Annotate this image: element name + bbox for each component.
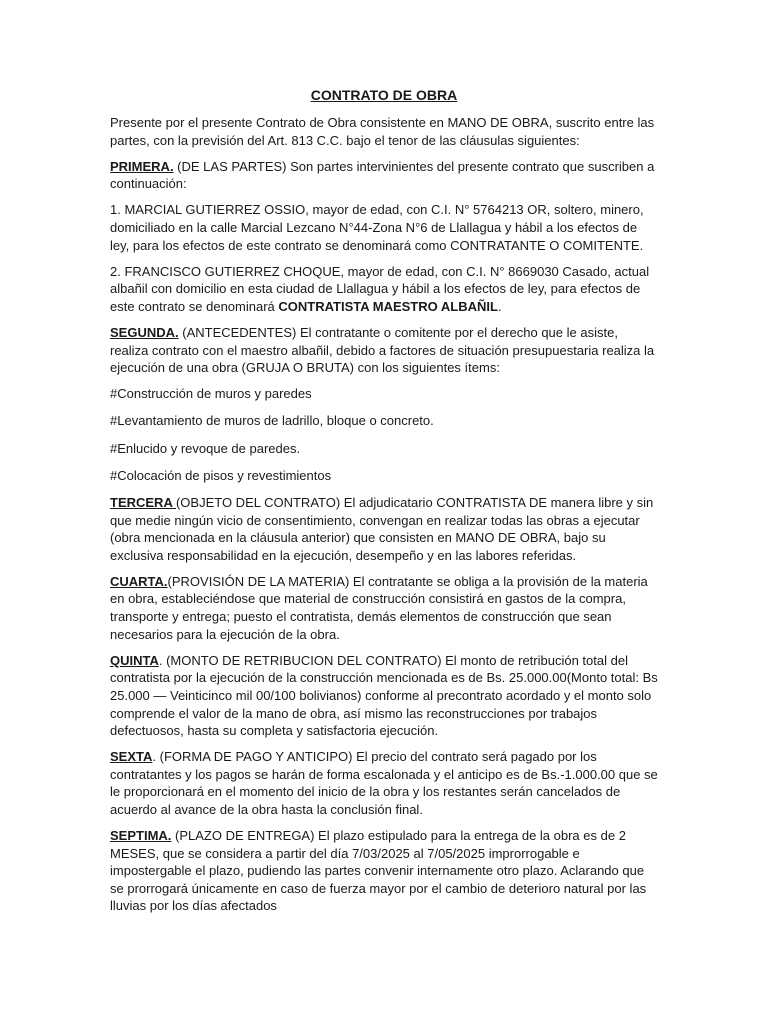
party-2-text: 2. FRANCISCO GUTIERREZ CHOQUE, mayor de edad, con C.I. N° 8669030 Casado, actual albañil con domicilio en esta ciudad de Llallagua y hábil a los efectos de ley, para efectos de este contrato se denominará bbox=[110, 263, 650, 314]
clause-quinta-body: . (MONTO DE RETRIBUCION DEL CONTRATO) El monto de retribución total del contratista por la ejecución de la construcción mencionada es de Bs. 25.000.00(Monto total: Bs 25.000 — Veinticinco mil 00/100 bolivianos) conforme al precontrato acordado y el monto solo comprende el valor de la mano de obra, así mismo las reconstrucciones por trabajos defectuosos, hasta su completa y satisfactoria ejecución. bbox=[110, 652, 658, 739]
party-2-role: CONTRATISTA MAESTRO ALBAÑIL bbox=[278, 298, 498, 314]
work-item: #Enlucido y revoque de paredes. bbox=[110, 440, 301, 456]
clause-tercera-body: (OBJETO DEL CONTRATO) El adjudicatario CONTRATISTA DE manera libre y sin que medie ningún vicio de consentimiento, convengan en realizar todas las obras a ejecutar (obra mencionada en la cláusula anterior) que consisten en MANO DE OBRA, bajo su exclusiva responsabilidad en la ejecución, desempeño y en las labores referidas. bbox=[110, 494, 654, 563]
clause-sexta-heading: SEXTA bbox=[110, 749, 153, 765]
clause-quinta-heading: QUINTA bbox=[110, 652, 159, 668]
clause-primera bbox=[110, 158, 658, 193]
clause-septima-heading: SEPTIMA. bbox=[110, 828, 172, 844]
party-2-paragraph bbox=[110, 263, 658, 316]
clause-segunda bbox=[110, 324, 658, 377]
intro-paragraph: Presente por el presente Contrato de Obra consistente en MANO DE OBRA, suscrito entre las partes, con la previsión del Art. 813 C.C. bajo el tenor de las cláusulas siguientes: bbox=[110, 115, 655, 148]
clause-segunda-body: (ANTECEDENTES) El contratante o comitente por el derecho que le asiste, realiza contrato con el maestro albañil, debido a factores de situación presupuestaria realiza la ejecución de una obra (GRUJA O BRUTA) con los siguientes ítems: bbox=[110, 324, 655, 376]
clause-primera-body: (DE LAS PARTES) Son partes intervinientes del presente contrato que suscriben a continuación: bbox=[110, 158, 655, 192]
clause-tercera bbox=[110, 494, 658, 564]
clause-septima-body: (PLAZO DE ENTREGA) El plazo estipulado para la entrega de la obra es de 2 MESES, que se considera a partir del día 7/03/2025 al 7/05/2025 improrrogable e impostergable el plazo, pudiendo las partes convenir internamente otro plazo. Aclarando que se prorrogará únicamente en caso de fuerza mayor por el cambio de deterioro natural por las lluvias por los días afectados bbox=[110, 828, 647, 914]
document-title: CONTRATO DE OBRA bbox=[310, 87, 458, 103]
clause-sexta bbox=[110, 748, 658, 818]
clause-tercera-heading: TERCERA bbox=[110, 494, 176, 510]
work-item: #Levantamiento de muros de ladrillo, bloque o concreto. bbox=[110, 413, 434, 429]
work-item: #Colocación de pisos y revestimientos bbox=[110, 467, 332, 483]
party-2-end: . bbox=[497, 298, 502, 314]
clause-segunda-heading: SEGUNDA. bbox=[110, 324, 179, 340]
clause-cuarta-body: (PROVISIÓN DE LA MATERIA) El contratante se obliga a la provisión de la materia en obra, estableciéndose que material de construcción consistirá en gastos de la compra, transporte y entrega; puesto el contratista, demás elementos de construcción que sean necesarios para la ejecución de la obra. bbox=[110, 573, 648, 642]
clause-cuarta bbox=[110, 573, 658, 643]
party-1-paragraph: 1. MARCIAL GUTIERREZ OSSIO, mayor de edad, con C.I. N° 5764213 OR, soltero, minero, domiciliado en la calle Marcial Lezcano N°44-Zona N°6 de Llallagua y hábil a los efectos de ley, para los efectos de este contrato se denominará como CONTRATANTE O COMITENTE. bbox=[110, 202, 644, 253]
clause-quinta bbox=[110, 652, 658, 740]
work-item: #Construcción de muros y paredes bbox=[110, 386, 312, 402]
clause-cuarta-heading: CUARTA. bbox=[110, 573, 168, 589]
clause-septima bbox=[110, 827, 658, 915]
clause-primera-heading: PRIMERA. bbox=[110, 158, 174, 174]
clause-sexta-body: . (FORMA DE PAGO Y ANTICIPO) El precio del contrato será pagado por los contratantes y los pagos se harán de forma escalonada y el anticipo es de Bs.-1.000.00 que se le proporcionará en el momento del inicio de la obra y los restantes serán cancelados de acuerdo al avance de la obra hasta la conclusión final. bbox=[110, 749, 658, 817]
